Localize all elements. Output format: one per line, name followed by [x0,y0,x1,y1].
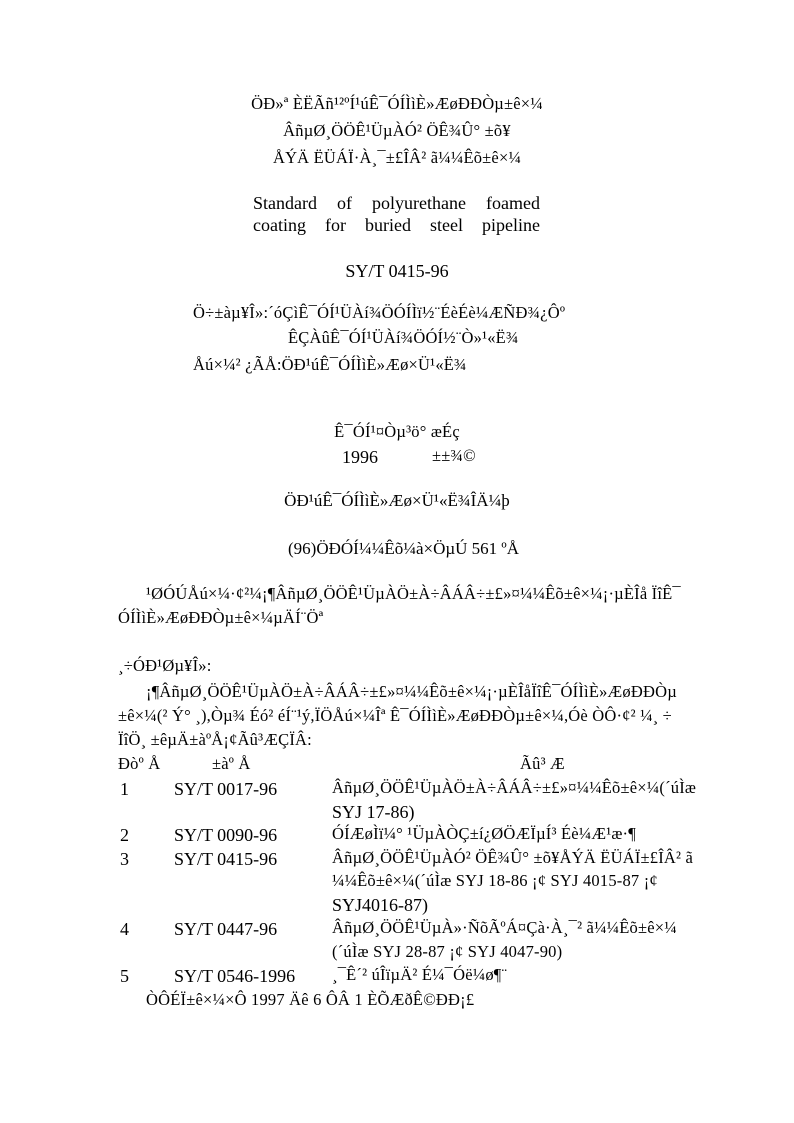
table-row-no: 5 [120,966,129,986]
table-row-code: SY/T 0090-96 [174,825,278,845]
title-word: buried [364,215,411,235]
table-row-code: SY/T 0415-96 [174,849,278,869]
closing-line: ÒÔÉÏ±ê×¼×Ô 1997 Äê 6 ÔÂ 1 ÈÕÆðÊ©ÐÐ¡£ [146,990,475,1009]
notice-title: ÖÐ¹úÊ¯ÓÍÌìÈ»Æø×Ü¹«Ë¾ÎÄ¼þ [284,491,510,510]
salutation: ¸÷ÓÐ¹Øµ¥Î»: [118,656,212,675]
table-row-name-cont: SYJ4016-87) [332,895,429,915]
table-row-name: ÂñµØ¸ÖÖÊ¹ÜµÀÖ±À÷ÂÁÂ÷±£»¤¼¼Êõ±ê×¼(´úÌæ [332,778,697,797]
table-row-code: SY/T 0447-96 [174,919,278,939]
title-word: steel [429,215,463,235]
standard-number: SY/T 0415-96 [345,261,449,281]
table-row-code: SY/T 0546-1996 [174,966,296,986]
para1-line-2: ÓÍÌìÈ»ÆøÐÐÒµ±ê×¼µÄÍ¨Öª [118,608,324,627]
table-row-no: 4 [120,919,129,939]
authority-line-1: Ö÷±àµ¥Î»:´óÇìÊ¯ÓÍ¹ÜÀí¾ÖÓÍÌï½¨ÉèÉè¼ÆÑÐ¾¿Ôº [193,303,566,322]
header-line-2: ÂñµØ¸ÖÖÊ¹ÜµÀÓ² ÖÊ¾Û° ±õ¥ [283,121,511,140]
para1-line-1: ¹ØÓÚÅú×¼·¢²¼¡¶ÂñµØ¸ÖÖÊ¹ÜµÀÖ±À÷ÂÁÂ÷±£»¤¼¼Êõ±ê×¼¡·µÈÎå ÏîÊ¯ [146,584,681,603]
authority-line-3: Åú×¼² ¿ÃÅ:ÖÐ¹úÊ¯ÓÍÌìÈ»Æø×Ü¹«Ë¾ [193,355,467,374]
table-row-name: ÂñµØ¸ÖÖÊ¹ÜµÀ»·ÑõÃºÁ¤Çà·À¸¯² ã¼¼Êõ±ê×¼ [332,918,677,937]
publisher-line: Ê¯ÓÍ¹¤Òµ³ö° æÉç [334,422,460,441]
table-row-no: 3 [120,849,129,869]
title-word: Standard [253,193,317,213]
table-row-name-cont: (´úÌæ SYJ 28-87 ¡¢ SYJ 4047-90) [332,942,563,961]
english-title-line-1 [253,194,540,212]
para2-line-3: ÏîÖ¸ ±êµÄ±àºÅ¡¢Ãû³ÆÇÏÂ: [118,730,312,749]
title-word: polyurethane [372,193,466,213]
table-row-name-cont: ¼¼Êõ±ê×¼(´úÌæ SYJ 18-86 ¡¢ SYJ 4015-87 ¡¢ [332,871,658,890]
header-line-1: ÖÐ»ª ÈËÃñ¹²ºÍ¹úÊ¯ÓÍÌìÈ»ÆøÐÐÒµ±ê×¼ [251,94,543,113]
publication-city: ±±¾© [432,446,476,465]
table-row-no: 1 [120,779,129,799]
title-word: of [337,193,352,213]
table-header-name: Ãû³ Æ [520,754,565,773]
notice-doc-number: (96)ÖÐÓÍ¼¼Êõ¼à×ÖµÚ 561 ºÅ [288,539,519,558]
authority-line-2: ÊÇÀûÊ¯ÓÍ¹ÜÀí¾ÖÓÍ½¨Ò»¹«Ë¾ [288,328,519,347]
table-row-name: ¸¯Ê´² úÎïµÄ² É¼¯Óë¼ø¶¨ [332,965,508,984]
table-header-no: Ðòº Å [118,754,161,773]
publication-year: 1996 [342,447,378,467]
table-row-code: SY/T 0017-96 [174,779,278,799]
title-word: foamed [486,193,540,213]
table-row-name-cont: SYJ 17-86) [332,802,415,822]
para2-line-1: ¡¶ÂñµØ¸ÖÖÊ¹ÜµÀÖ±À÷ÂÁÂ÷±£»¤¼¼Êõ±ê×¼¡·µÈÎåÏîÊ¯ÓÍÌìÈ»ÆøÐÐÒµ [146,682,677,701]
title-word: coating [253,215,306,235]
para2-line-2: ±ê×¼(² Ý° ¸),Òµ¾ Éó² éÍ¨¹ý,ÏÖÅú×¼Îª Ê¯ÓÍÌìÈ»ÆøÐÐÒµ±ê×¼,Óè ÒÔ·¢² ¼¸ ÷ [118,706,672,725]
table-row-name: ÓÍÆøÌï¼° ¹ÜµÀÒÇ±í¿ØÖÆÏµÍ³ Éè¼Æ¹æ·¶ [332,824,636,843]
title-word: pipeline [481,215,540,235]
table-row-no: 2 [120,825,129,845]
header-line-3: ÅÝÄ ËÜÁÏ·À¸¯±£ÎÂ² ã¼¼Êõ±ê×¼ [272,148,522,167]
table-row-name: ÂñµØ¸ÖÖÊ¹ÜµÀÓ² ÖÊ¾Û° ±õ¥ÅÝÄ ËÜÁÏ±£ÎÂ² ã [332,848,694,867]
title-word: for [324,215,346,235]
english-title-line-2 [253,216,540,234]
table-header-code: ±àº Å [212,754,251,773]
